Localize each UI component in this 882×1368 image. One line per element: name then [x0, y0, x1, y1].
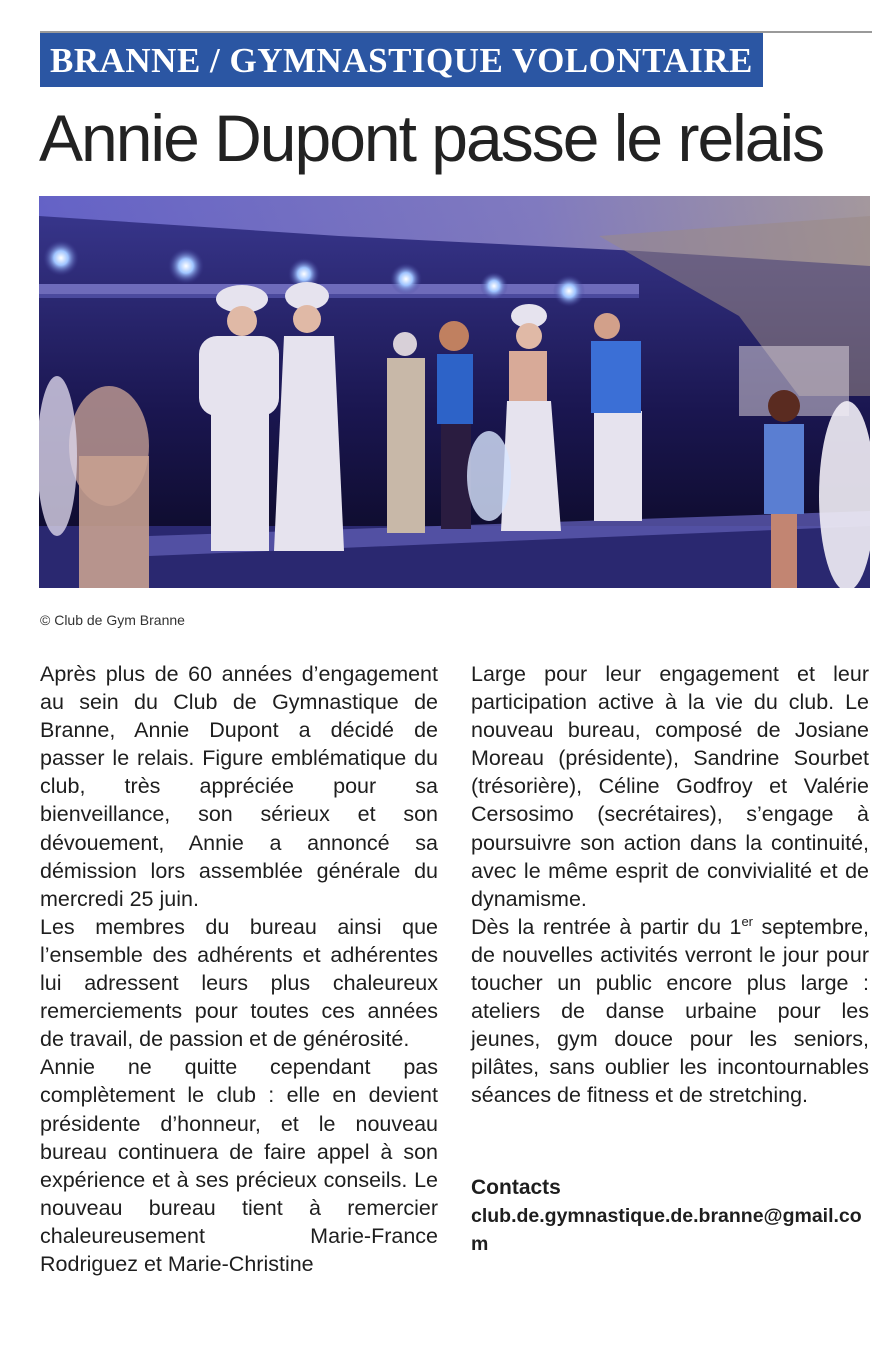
paragraph-4: Large pour leur engagement et leur participation active à la vie du club. Le nouveau bureau, composé de Josiane Moreau (présidente), Sandrine Sourbet (trésorière), Céline Godfroy et Valérie Cersosimo (secrétaires), s’engage à poursuivre son action dans la continuité, avec le même esprit de convivialité et de dynamisme.	[471, 662, 869, 911]
contacts-email-link[interactable]: club.de.gymnastique.de.branne@gmail.com	[471, 1204, 862, 1255]
article-column-right	[471, 660, 869, 1258]
paragraph-5-start: Dès la rentrée à partir du 1	[471, 914, 742, 939]
paragraph-1: Après plus de 60 années d’engagement au sein du Club de Gymnastique de Branne, Annie Dupont a décidé de passer le relais. Figure emblématique du club, très appréciée pour sa bienveillance, son sérieux et son dévouement, Annie a annoncé sa démission lors assemblée générale du mercredi 25 juin.	[40, 662, 438, 911]
article-photo	[39, 196, 870, 588]
article-column-left	[40, 660, 438, 1278]
article-headline: Annie Dupont passe le relais	[39, 101, 824, 175]
photo-credit: © Club de Gym Branne	[40, 612, 185, 628]
paragraph-2: Les membres du bureau ainsi que l’ensemble des adhérents et adhérentes lui adressent leurs plus chaleureux remerciements pour toutes ces années de travail, de passion et de générosité.	[40, 914, 438, 1052]
section-kicker: BRANNE / GYMNASTIQUE VOLONTAIRE	[40, 33, 763, 87]
paragraph-3: Annie ne quitte cependant pas complètement le club : elle en devient présidente d’honneur, et le nouveau bureau continuera de faire appel à son expérience et à ses précieux conseils. Le nouveau bureau tient à remercier chaleureusement Marie-France Rodriguez et Marie-Christine	[40, 1055, 438, 1276]
paragraph-5	[471, 913, 869, 1110]
ordinal-superscript: er	[741, 913, 754, 929]
paragraph-5-end: septembre, de nouvelles activités verront le jour pour toucher un public encore plus large : ateliers de danse urbaine pour les jeunes, gym douce pour les seniors, pilâtes, sans oublier les incontournables séances de fitness et de stretching.	[471, 914, 869, 1108]
stage-photo-icon	[39, 196, 870, 588]
contacts-title: Contacts	[471, 1175, 561, 1199]
